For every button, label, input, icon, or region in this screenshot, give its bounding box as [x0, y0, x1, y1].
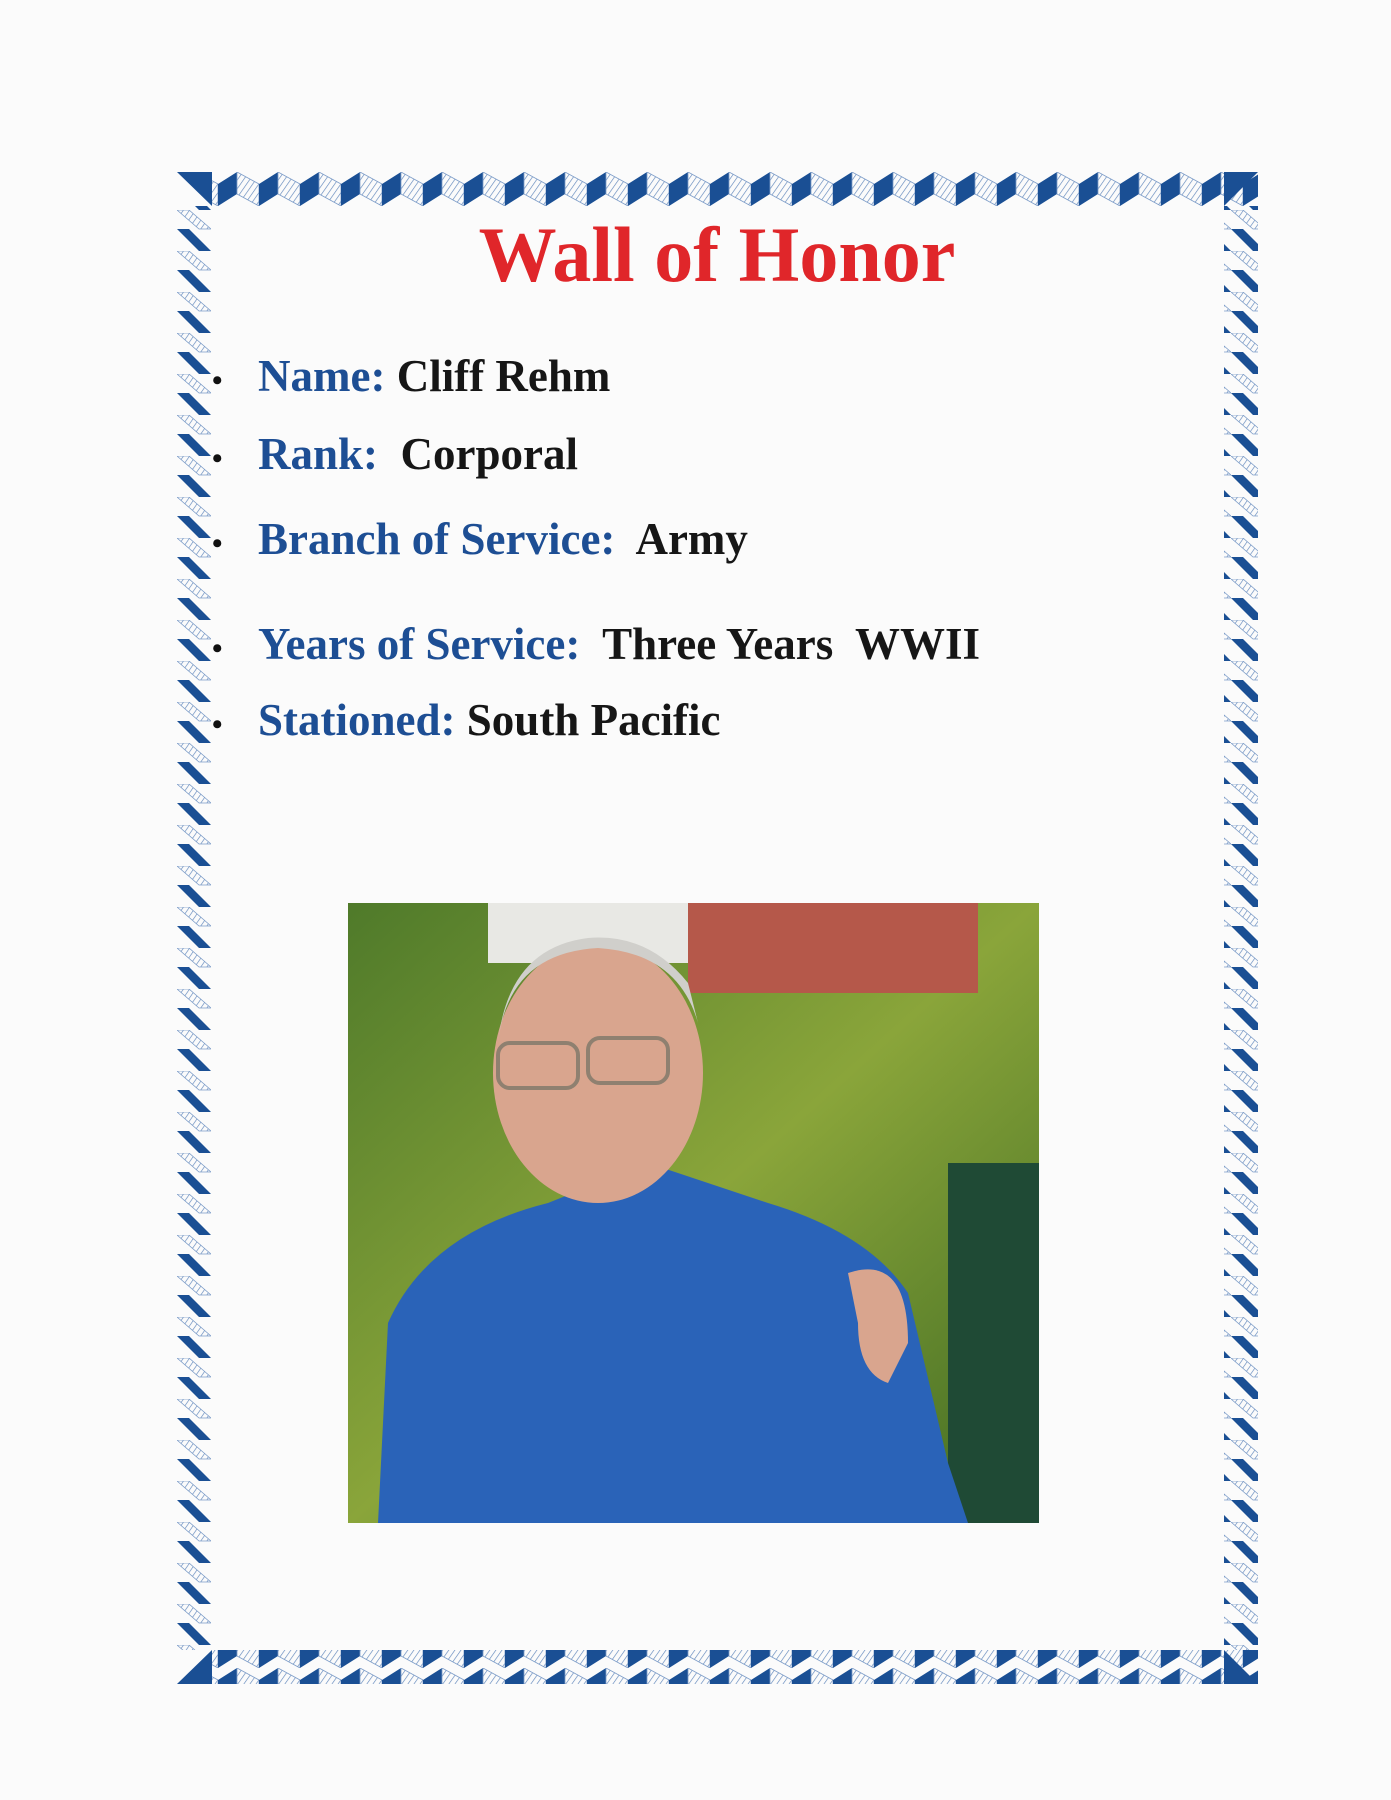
field-label: Rank:	[258, 429, 379, 479]
field-value: Cliff Rehm	[396, 351, 611, 401]
bullet-icon: •	[212, 441, 223, 475]
field-name	[212, 350, 610, 402]
field-label: Branch of Service:	[258, 514, 616, 564]
field-years	[212, 618, 980, 670]
field-rank	[212, 428, 578, 480]
page-title: Wall of Honor	[478, 211, 956, 298]
field-value: Three Years WWII	[602, 619, 980, 669]
field-value: Corporal	[400, 429, 579, 479]
bullet-icon: •	[212, 631, 223, 665]
portrait-photo	[348, 903, 1039, 1523]
bullet-icon: •	[212, 526, 223, 560]
field-value: Army	[635, 514, 748, 564]
field-label: Name:	[258, 351, 386, 401]
field-branch	[212, 513, 748, 565]
portrait-photo-icon	[348, 903, 1039, 1523]
bullet-icon: •	[212, 707, 223, 741]
field-label: Years of Service:	[258, 619, 581, 669]
field-stationed	[212, 694, 721, 746]
field-value: South Pacific	[466, 695, 721, 745]
field-label: Stationed:	[258, 695, 456, 745]
bullet-icon: •	[212, 363, 223, 397]
